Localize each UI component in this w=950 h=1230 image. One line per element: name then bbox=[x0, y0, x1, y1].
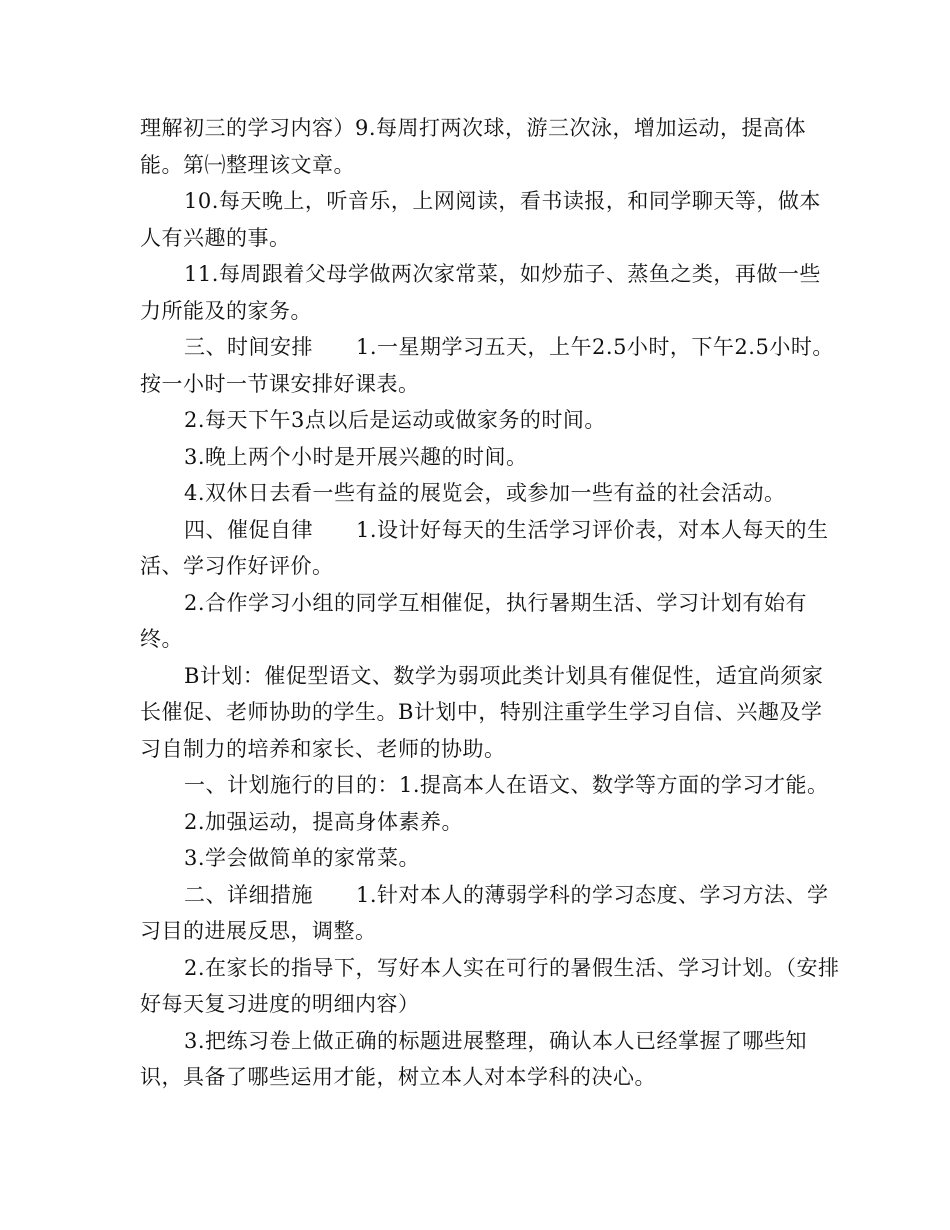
paragraph-discipline-item-2: 2.合作学习小组的同学互相催促，执行暑期生活、学习计划有始有终。 bbox=[140, 590, 808, 651]
paragraph-schedule-item-3: 3.晚上两个小时是开展兴趣的时间。 bbox=[184, 444, 528, 469]
paragraph-schedule-item-2: 2.每天下午3点以后是运动或做家务的时间。 bbox=[184, 408, 606, 432]
paragraph-item-10: 10.每天晚上，听音乐，上网阅读，看书读报，和同学聊天等，做本人有兴趣的事。 bbox=[140, 189, 821, 250]
paragraph-item-11: 11.每周跟着父母学做两次家常菜，如炒茄子、蒸鱼之类，再做一些力所能及的家务。 bbox=[140, 262, 821, 323]
paragraph-measures-item-2: 2.在家长的指导下，写好本人实在可行的暑假生活、学习计划。（安排好每天复习进度的明细内容） bbox=[140, 955, 840, 1016]
document-body bbox=[140, 110, 840, 1096]
paragraph-plan-b-goal: 一、计划施行的目的：1.提高本人在语文、数学等方面的学习才能。 bbox=[184, 773, 829, 797]
paragraph-goal-item-3: 3.学会做简单的家常菜。 bbox=[184, 846, 421, 870]
paragraph-measures-item-3: 3.把练习卷上做正确的标题进展整理，确认本人已经掌握了哪些知识，具备了哪些运用才能，树立本人对本学科的决心。 bbox=[140, 1028, 808, 1089]
paragraph-continued: 理解初三的学习内容）9.每周打两次球，游三次泳，增加运动，提高体能。第㈠整理该文章。 bbox=[140, 116, 807, 177]
paragraph-section-measures: 二、详细措施 1.针对本人的薄弱学科的学习态度、学习方法、学习目的进展反思，调整。 bbox=[140, 882, 829, 943]
paragraph-schedule-item-4: 4.双休日去看一些有益的展览会，或参加一些有益的社会活动。 bbox=[184, 481, 786, 505]
paragraph-section-self-discipline: 四、催促自律 1.设计好每天的生活学习评价表，对本人每天的生活、学习作好评价。 bbox=[140, 517, 829, 578]
paragraph-goal-item-2: 2.加强运动，提高身体素养。 bbox=[184, 809, 464, 834]
paragraph-section-time-schedule: 三、时间安排 1.一星期学习五天，上午2.5小时，下午2.5小时。按一小时一节课安排好课表。 bbox=[140, 335, 834, 396]
paragraph-plan-b: B计划：催促型语文、数学为弱项此类计划具有催促性，适宜尚须家长催促、老师协助的学生。B计划中，特别注重学生学习自信、兴趣及学习自制力的培养和家长、老师的协助。 bbox=[140, 663, 824, 761]
